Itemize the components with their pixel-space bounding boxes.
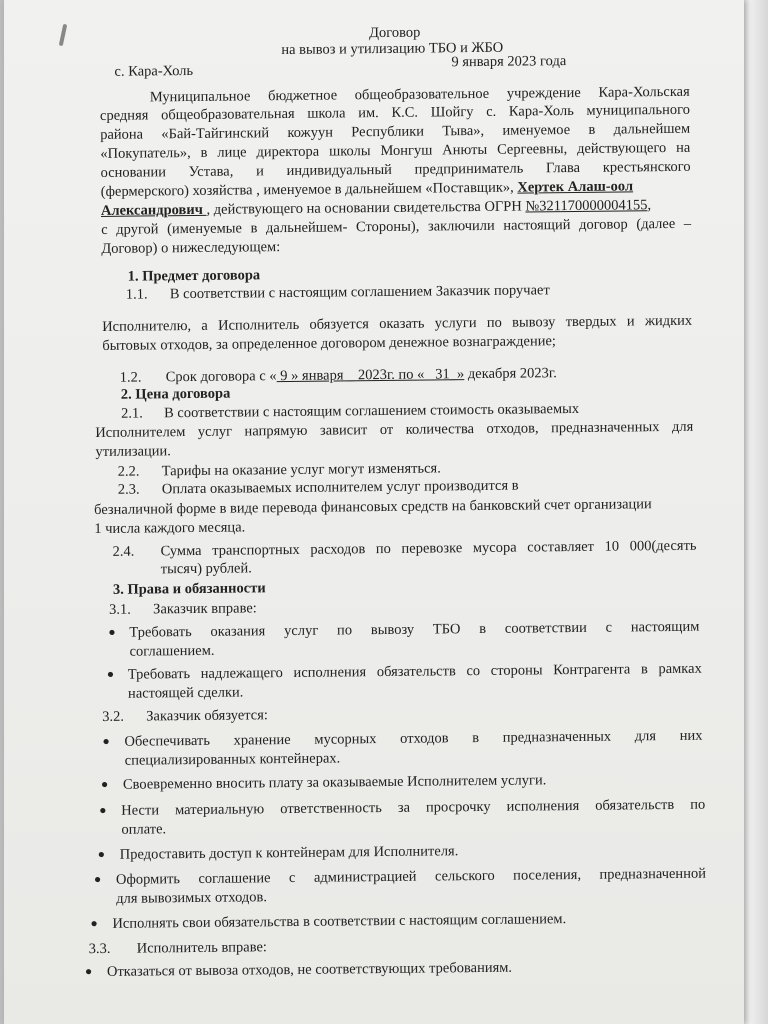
supplier-patronymic: Александрович	[100, 201, 207, 219]
preamble-line: района «Бай-Тайгинский кожуун Республики Тыва», именуемое в дальнейшем	[100, 120, 691, 143]
clause-text: тысяч) рублей.	[160, 560, 252, 578]
bullet-text: специализированных контейнерах.	[124, 750, 341, 769]
preamble-line: основании Устава, и индивидуальный предприниматель Глава крестьянского	[100, 158, 691, 181]
document-sheet	[4, 0, 744, 1024]
bullet-icon: ●	[90, 916, 98, 931]
bullet-icon: ●	[99, 802, 107, 817]
clause-number: 2.4.	[112, 543, 135, 560]
bullet-text: соглашением.	[129, 642, 215, 660]
bullet-icon: ●	[108, 624, 116, 639]
preamble-line: средняя общеобразовательная школа им. К.С. Шойгу с. Кара-Холь муниципального	[99, 101, 691, 124]
doc-date: 9 января 2023 года	[451, 53, 567, 71]
preamble-text: , действующего на основании свидетельства ОГРН	[206, 198, 526, 218]
clause-text: Исполнителем услуг напрямую зависит от количества отходов, предназначенных для	[95, 418, 694, 442]
bullet-text: Исполнять свои обязательства в соответствии с настоящим соглашением.	[112, 911, 567, 932]
clause-number: 2.3.	[117, 481, 140, 498]
bullet-text: Обеспечивать хранение мусорных отходов в предназначенных для них	[124, 727, 703, 750]
preamble-line: с другой (именуемые в дальнейшем- Стороны), заключили настоящий договор (далее –	[101, 215, 692, 238]
preamble-text: ,	[647, 197, 652, 214]
bullet-text: Нести материальную ответственность за просрочку исполнения обязательств по	[121, 796, 706, 819]
clause-text: Исполнитель вправе:	[136, 939, 268, 957]
clause-text: Сумма транспортных расходов по перевозке мусора составляет 10 000(десять	[160, 537, 697, 560]
clause-text: Оплата оказываемых исполнителем услуг производится в	[161, 477, 519, 498]
bullet-icon: ●	[106, 666, 115, 681]
clause-number: 2.2.	[117, 463, 140, 480]
bullet-icon: ●	[84, 964, 93, 979]
term-dates: 9 » января _ 2023г. по « _31_»	[276, 366, 465, 385]
clause-text: В соответствии с настоящим соглашением Заказчик поручает	[169, 282, 550, 303]
supplier-name: Хертек Алаш-оол	[517, 178, 634, 196]
bullet-text: Требовать надлежащего исполнения обязательств со стороны Контрагента в рамках	[127, 660, 702, 683]
clause-number: 1.1.	[125, 286, 148, 303]
term-text: Срок договора с «	[165, 368, 277, 386]
clause-text: бытовых отходов, за определенное договором денежное вознаграждение;	[102, 333, 556, 354]
clause-number: 3.1.	[109, 601, 131, 618]
clause-text: Исполнителю, а Исполнитель обязуется оказать услуги по вывозу твердых и жидких	[102, 312, 693, 335]
clause-text: Заказчик обязуется:	[146, 707, 268, 725]
preamble-line: Договор) о нижеследующем:	[101, 239, 281, 257]
clause-text: 1 числа каждого месяца.	[94, 519, 246, 538]
preamble-text: (фермерского) хозяйства , именуемое в дальнейшем «Поставщик»,	[100, 179, 518, 200]
clause-text: Заказчик вправе:	[153, 600, 257, 618]
section-heading: 1. Предмет договора	[127, 267, 261, 285]
bullet-text: для вывозимых отходов.	[116, 889, 268, 907]
bullet-icon: ●	[100, 776, 109, 791]
bullet-text: Оформить соглашение с администрацией сельского поселения, предназначенной	[115, 865, 707, 888]
ogrn-number: №321170000004155	[525, 197, 648, 215]
clause-text: Тарифы на оказание услуг могут изменяться.	[161, 460, 441, 480]
preamble-line: Муниципальное бюджетное общеобразовательное учреждение Кара-Хольская	[149, 83, 690, 106]
clause-text: безналичной форме в виде перевода финансовых средств на банковский счет организации	[94, 496, 652, 519]
bullet-icon: ●	[93, 871, 102, 887]
bullet-text: Отказаться от вывоза отходов, не соответствующих требованиям.	[106, 959, 513, 980]
bullet-text: Требовать оказания услуг по вывозу ТБО в соответствии с настоящим	[129, 618, 700, 641]
bullet-text: Своевременно вносить плату за оказываемые Исполнителем услуги.	[122, 772, 547, 793]
clause-text: В соответствии с настоящим соглашением стоимость оказываемых	[163, 400, 580, 422]
clause-number: 1.2.	[119, 369, 142, 386]
section-heading: 2. Цена договора	[120, 385, 231, 403]
term-text: декабря 2023г.	[464, 365, 557, 383]
bullet-text: Предоставить доступ к контейнерам для Исполнителя.	[119, 843, 459, 863]
doc-place: с. Кара-Холь	[114, 62, 194, 80]
clause-text: утилизации.	[95, 443, 171, 461]
bullet-icon: ●	[97, 846, 106, 862]
bullet-text: оплате.	[121, 821, 167, 838]
clause-text	[166, 364, 557, 386]
clause-number: 2.1.	[120, 405, 143, 422]
doc-title: Договор	[369, 24, 421, 42]
doc-subtitle: на вывоз и утилизацию ТБО и ЖБО	[281, 39, 504, 59]
bullet-text: настоящей сделки.	[127, 684, 244, 702]
clause-number: 3.2.	[102, 708, 125, 725]
section-heading: 3. Права и обязанности	[112, 580, 266, 598]
bullet-icon: ●	[102, 733, 110, 748]
clause-number: 3.3.	[88, 940, 111, 958]
preamble-line: «Покупатель», в лице директора школы Монгуш Анюты Сергеевны, действующего на	[100, 139, 691, 162]
